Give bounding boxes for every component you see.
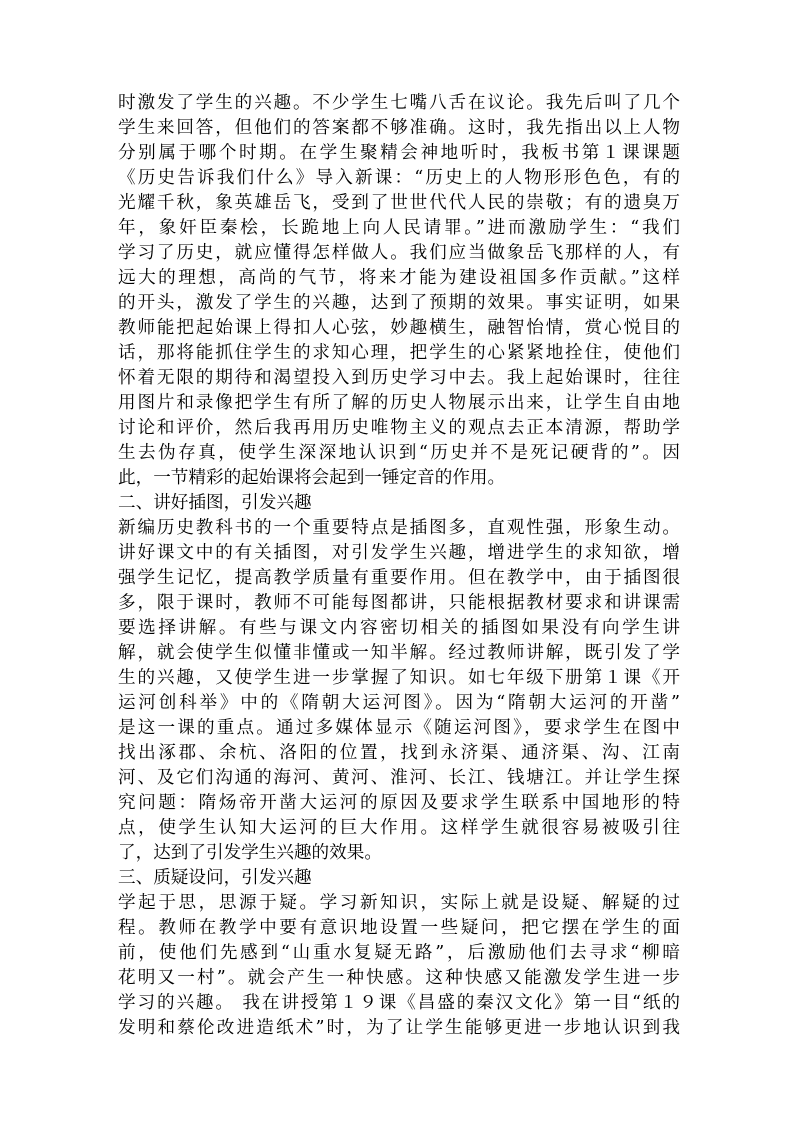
text-line: 运河创科举》中的《隋朝大运河图》。因为“隋朝大运河的开凿” xyxy=(118,693,680,713)
text-line: 讲好课文中的有关插图，对引发学生兴趣，增进学生的求知欲，增 xyxy=(118,543,680,563)
text-line: 时激发了学生的兴趣。不少学生七嘴八舌在议论。我先后叫了几个 xyxy=(118,93,680,113)
text-line: 解，就会使学生似懂非懂或一知半解。经过教师讲解，既引发了学 xyxy=(118,643,680,663)
text-line: 话，那将能抓住学生的求知心理，把学生的心紧紧地拴住，使他们 xyxy=(118,343,680,363)
text-line: 此，一节精彩的起始课将会起到一锤定音的作用。 xyxy=(118,468,506,488)
text-line: 学生来回答，但他们的答案都不够准确。这时，我先指出以上人物 xyxy=(118,118,680,138)
text-line: 学习的兴趣。 我在讲授第１９课《昌盛的秦汉文化》第一目“纸的 xyxy=(118,993,680,1013)
text-line: 教师能把起始课上得扣人心弦，妙趣横生，融智怡情，赏心悦目的 xyxy=(118,318,680,338)
text-line: 强学生记忆，提高教学质量有重要作用。但在教学中，由于插图很 xyxy=(118,568,680,588)
text-line: 花明又一村”。就会产生一种快感。这种快感又能激发学生进一步 xyxy=(118,968,680,988)
text-line: 分别属于哪个时期。在学生聚精会神地听时，我板书第１课课题 xyxy=(118,143,680,163)
text-line: 《历史告诉我们什么》导入新课：“历史上的人物形形色色，有的 xyxy=(118,168,680,188)
text-line: 新编历史教科书的一个重要特点是插图多，直观性强，形象生动。 xyxy=(118,518,680,538)
text-line: 找出涿郡、余杭、洛阳的位置，找到永济渠、通济渠、沟、江南 xyxy=(118,743,680,763)
text-line: 光耀千秋，象英雄岳飞，受到了世世代代人民的崇敬；有的遗臭万 xyxy=(118,193,680,213)
text-line: 河、及它们沟通的海河、黄河、淮河、长江、钱塘江。并让学生探 xyxy=(118,768,680,788)
text-line: 多，限于课时，教师不可能每图都讲，只能根据教材要求和讲课需 xyxy=(118,593,680,613)
document-page xyxy=(118,91,680,1041)
section-heading: 三、质疑设问，引发兴趣 xyxy=(118,868,312,888)
text-line: 究问题：隋炀帝开凿大运河的原因及要求学生联系中国地形的特 xyxy=(118,793,680,813)
text-line: 的开头，激发了学生的兴趣，达到了预期的效果。事实证明，如果 xyxy=(118,293,680,313)
text-line: 发明和蔡伦改进造纸术”时，为了让学生能够更进一步地认识到我 xyxy=(118,1018,680,1038)
text-line: 点，使学生认知大运河的巨大作用。这样学生就很容易被吸引往 xyxy=(118,818,680,838)
text-line: 要选择讲解。有些与课文内容密切相关的插图如果没有向学生讲 xyxy=(118,618,680,638)
text-line: 生去伪存真，使学生深深地认识到“历史并不是死记硬背的”。因 xyxy=(118,443,680,463)
text-line: 程。教师在教学中要有意识地设置一些疑问，把它摆在学生的面 xyxy=(118,918,680,938)
text-line: 生的兴趣，又使学生进一步掌握了知识。如七年级下册第１课《开 xyxy=(118,668,680,688)
text-line: 用图片和录像把学生有所了解的历史人物展示出来，让学生自由地 xyxy=(118,393,680,413)
text-line: 怀着无限的期待和渴望投入到历史学习中去。我上起始课时，往往 xyxy=(118,368,680,388)
text-line: 讨论和评价，然后我再用历史唯物主义的观点去正本清源，帮助学 xyxy=(118,418,680,438)
text-line: 是这一课的重点。通过多媒体显示《随运河图》，要求学生在图中 xyxy=(118,718,680,738)
text-line: 年，象奸臣秦桧，长跪地上向人民请罪。”进而激励学生：“我们 xyxy=(118,218,680,238)
text-line: 远大的理想，高尚的气节，将来才能为建设祖国多作贡献。”这样 xyxy=(118,268,680,288)
text-line: 前，使他们先感到“山重水复疑无路”，后激励他们去寻求“柳暗 xyxy=(118,943,680,963)
text-line: 了，达到了引发学生兴趣的效果。 xyxy=(118,843,382,863)
section-heading: 二、讲好插图，引发兴趣 xyxy=(118,493,312,513)
text-line: 学起于思，思源于疑。学习新知识，实际上就是设疑、解疑的过 xyxy=(118,893,680,913)
text-line: 学习了历史，就应懂得怎样做人。我们应当做象岳飞那样的人，有 xyxy=(118,243,680,263)
